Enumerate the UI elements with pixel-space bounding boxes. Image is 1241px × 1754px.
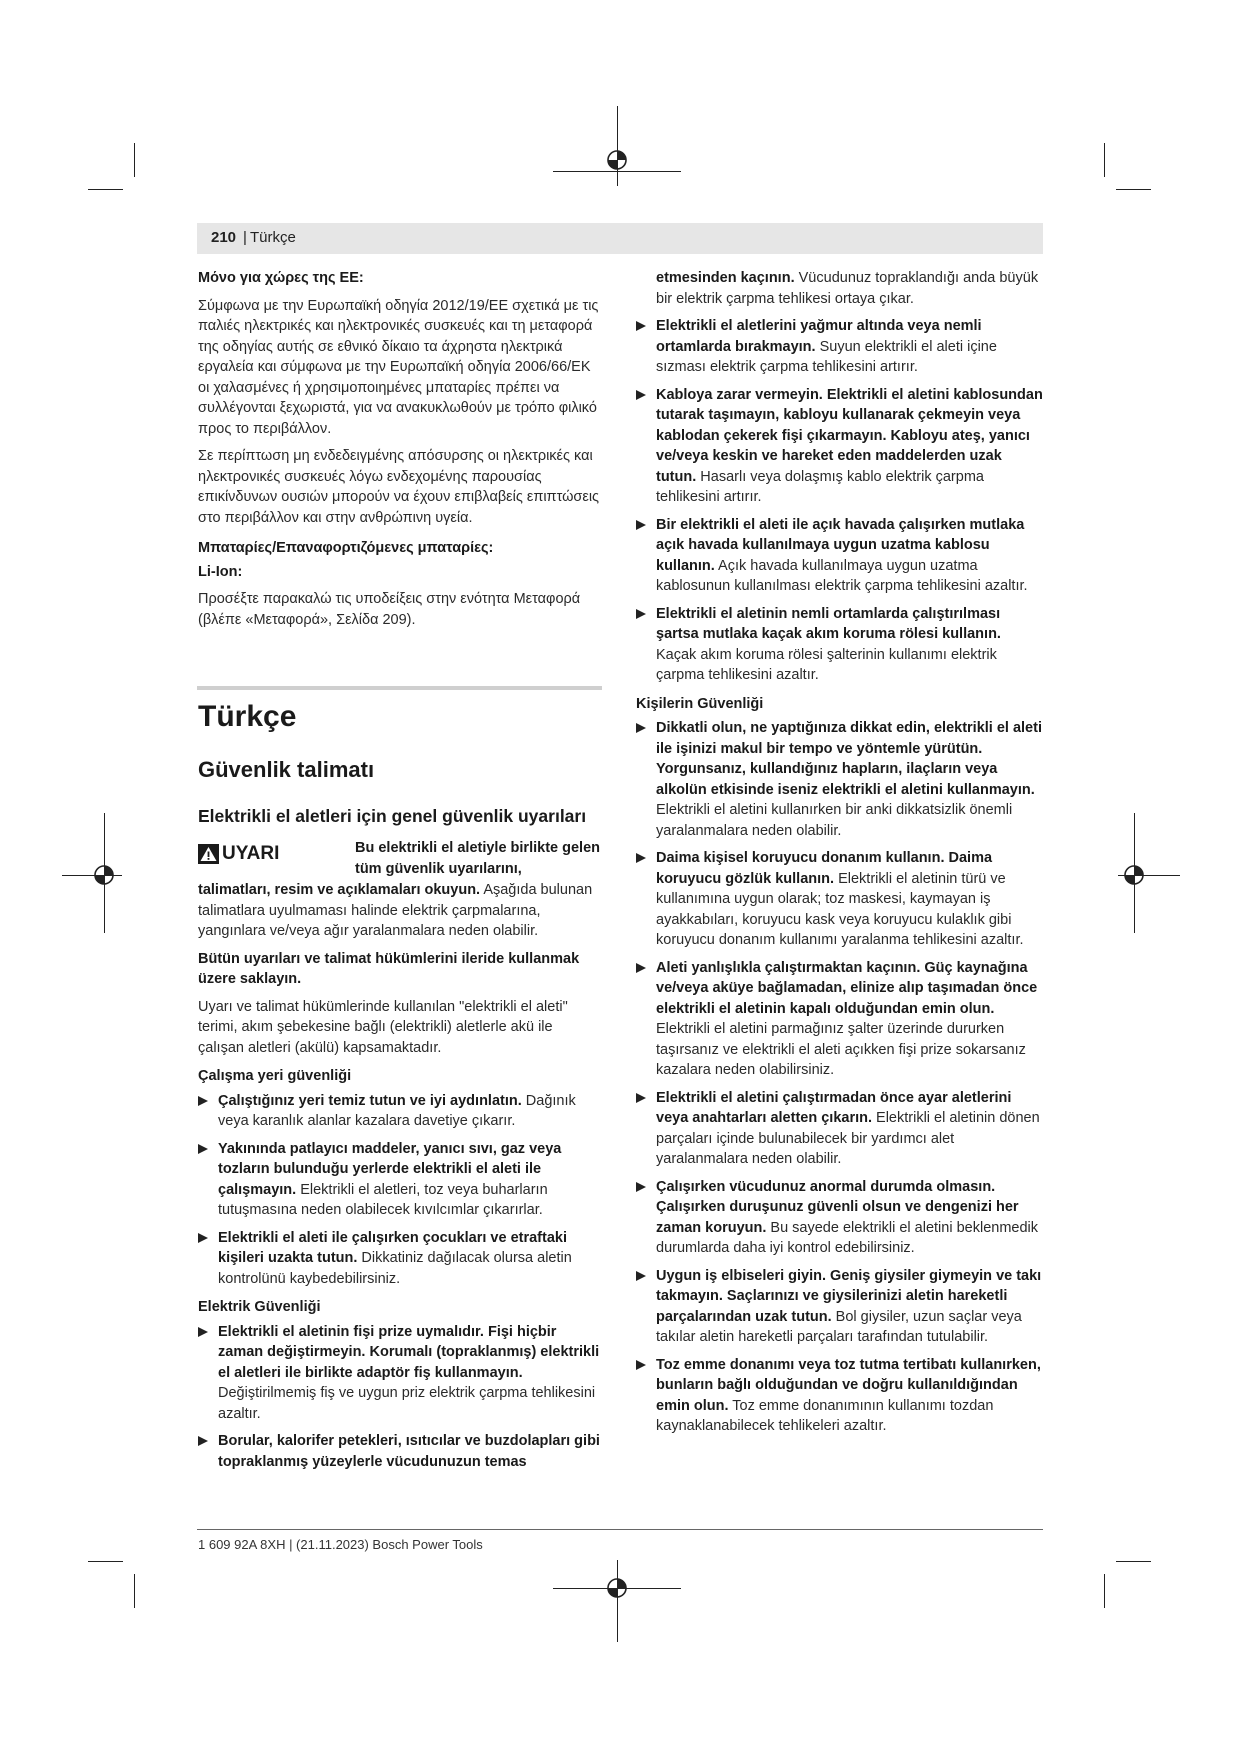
workplace-list [198, 1091, 600, 1290]
electrical-list-continued [636, 316, 1044, 686]
list-item: Elektrikli el aletinin fişi prize uymalıdır. Fişi hiçbir zaman değiştirmeyin. Korumalı (topraklanmış) elektrikli el aletleri ile birlikte adaptör fiş kullanmayın. Değiştirilmemiş fiş ve uygun priz elektrik çarpma tehlikesini azaltır. [198, 1322, 600, 1425]
left-turkish-body [198, 880, 600, 1479]
bullet-arrow-icon [198, 1096, 208, 1106]
bullet-arrow-icon [636, 723, 646, 733]
warning-label [198, 843, 279, 865]
greek-paragraph-1: Σύμφωνα με την Ευρωπαϊκή οδηγία 2012/19/ΕΕ σχετικά με τις παλιές ηλεκτρικές και ηλεκτρονικές συσκευές και τη μεταφορά της οδηγίας αυτής σε εθνικό δίκαιο τα άχρηστα ηλεκτρικά εργαλεία και σύμφωνα με την Ευρωπαϊκή οδηγία 2006/66/ΕΚ οι χαλασμένες ή χρησιμοποιημένες μπαταρίες πρέπει να συλλέγονται ξεχωριστά, για να ανακυκλωθούν με τρόπο φιλικό προς το περιβάλλον. [198, 297, 599, 437]
list-item: Elektrikli el aletini çalıştırmadan önce ayar aletlerini veya anahtarları aletten çıkarın. Elektrikli el aletinin dönen parçaları içinde bulunabilecek bir yardımcı alet yaralanmalara neden olabilir. [636, 1088, 1044, 1170]
crop-mark [1104, 143, 1105, 177]
header-separator: | [243, 229, 247, 246]
registration-line [617, 1560, 618, 1642]
personal-safety-list [636, 718, 1044, 1437]
greek-heading: Μόνο για χώρες της ΕΕ: [198, 270, 364, 286]
list-item: Aleti yanlışlıkla çalıştırmaktan kaçının. Güç kaynağına ve/veya aküye bağlamadan, elinize alıp taşımadan önce elektrikli el aletinin kapalı olduğundan emin olun. Elektrikli el aletini parmağınız şalter üzerinde dururken taşırsanız ve elektrikli el aleti açıkken fişi prize sokarsanız kazalara neden olabilirsiniz. [636, 958, 1044, 1081]
crop-mark [1104, 1574, 1105, 1608]
keep-instructions: Bütün uyarıları ve talimat hükümlerini ileride kullanmak üzere saklayın. [198, 950, 580, 987]
warning-intro: Bu elektrikli el aletiyle birlikte gelen tüm güvenlik uyarılarını, [355, 840, 600, 877]
header-language: Türkçe [250, 229, 296, 246]
crop-mark [88, 1561, 123, 1562]
page-number: 210 [211, 229, 237, 246]
electrical-continuation: etmesinden kaçının. Vücudunuz topraklandığı anda büyük bir elektrik çarpma tehlikesi ortaya çıkar. [656, 270, 1039, 307]
liion-heading: Li-Ion: [198, 563, 243, 580]
bullet-arrow-icon [636, 321, 646, 331]
bullet-arrow-icon [636, 1271, 646, 1281]
bullet-arrow-icon [198, 1436, 208, 1446]
list-item: Çalışırken vücudunuz anormal durumda olmasın. Çalışırken duruşunuz güvenli olsun ve dengenizi her zaman koruyun. Bu sayede elektrikli el aletini beklenmedik durumlarda daha iyi kontrol edebilirsiniz. [636, 1177, 1044, 1259]
term-definition: Uyarı ve talimat hükümlerinde kullanılan "elektrikli el aleti" terimi, akım şebekesine bağlı (elektrikli) aletlerle akü ile çalışan aletleri (akülü) kapsamaktadır. [198, 998, 568, 1056]
electrical-list [198, 1322, 600, 1473]
list-item: Elektrikli el aletlerini yağmur altında veya nemli ortamlarda bırakmayın. Suyun elektrikli el aleti içine sızması elektrik çarpma tehlikesini artırır. [636, 316, 1044, 378]
page-header [197, 223, 1043, 254]
bullet-arrow-icon [636, 1093, 646, 1103]
registration-line [617, 106, 618, 186]
bullet-arrow-icon [636, 520, 646, 530]
bullet-arrow-icon [198, 1233, 208, 1243]
general-warnings-title: Elektrikli el aletleri için genel güvenlik uyarıları [198, 806, 587, 826]
footer-rule [197, 1529, 1043, 1530]
bullet-arrow-icon [636, 609, 646, 619]
electrical-heading: Elektrik Güvenliği [198, 1299, 321, 1315]
personal-safety-heading: Kişilerin Güvenliği [636, 695, 764, 712]
page-footer: 1 609 92A 8XH | (21.11.2023) Bosch Power Tools [198, 1537, 483, 1552]
list-item: Yakınında patlayıcı maddeler, yanıcı sıvı, gaz veya tozların bulunduğu yerlerde elektrikli el aleti ile çalışmayın. Elektrikli el aletleri, toz veya buharların tutuşmasına neden olabilecek kıvılcımlar çıkarırlar. [198, 1139, 600, 1221]
liion-text: Προσέξτε παρακαλώ τις υποδείξεις στην ενότητα Μεταφορά (βλέπε «Μεταφορά», Σελίδα 209). [198, 591, 581, 628]
warning-continuation: talimatları, resim ve açıklamaları okuyun. Aşağıda bulunan talimatlara uyulmaması halinde elektrik çarpmalarına, yangınlara ve/veya ağır yaralanmalara neden olabilir. [198, 882, 593, 939]
bullet-arrow-icon [198, 1144, 208, 1154]
bullet-arrow-icon [636, 1182, 646, 1192]
greek-section [198, 268, 600, 637]
registration-target-icon [1122, 863, 1146, 887]
crop-mark [134, 1574, 135, 1608]
workplace-heading: Çalışma yeri güvenliği [198, 1068, 352, 1084]
registration-target-icon [605, 148, 629, 172]
list-item: Bir elektrikli el aleti ile açık havada çalışırken mutlaka açık havada kullanılmaya uygun uzatma kablosu kullanın. Açık havada kullanılmaya uygun uzatma kablosunun kullanılması elektrik çarpma tehlikesini azaltır. [636, 515, 1044, 597]
list-item: Elektrikli el aletinin nemli ortamlarda çalıştırılması şartsa mutlaka kaçak akım koruma rölesi kullanın. Kaçak akım koruma rölesi şalterinin kullanımı elektrik çarpma tehlikesini azaltır. [636, 604, 1044, 686]
list-item: Daima kişisel koruyucu donanım kullanın. Daima koruyucu gözlük kullanın. Elektrikli el aletinin türü ve kullanımına uygun olarak; toz maskesi, kaymayan iş ayakkabıları, koruyucu kask veya koruyucu kulaklık gibi koruyucu donanım kullanımı yaralanma tehlikesini azaltır. [636, 848, 1044, 951]
greek-paragraph-2: Σε περίπτωση μη ενδεδειγμένης απόσυρσης οι ηλεκτρικές και ηλεκτρονικές συσκευές λόγω ενδεχομένης παρουσίας επικίνδυνων ουσιών μπορούν να έχουν επιβλαβείς επιπτώσεις στο περιβάλλον και στην ανθρώπινη υγεία. [198, 448, 600, 526]
crop-mark [134, 143, 135, 177]
list-item: Dikkatli olun, ne yaptığınıza dikkat edin, elektrikli el aleti ile işinizi makul bir tempo ve yöntemle yürütün. Yorgunsanız, kullandığınız hapların, ilaçların veya alkolün etkisinde iseniz elektrikli el aletini kullanmayın. Elektrikli el aletini kullanırken bir anki dikkatsizlik önemli yaralanmalara neden olabilir. [636, 718, 1044, 841]
right-column [636, 268, 1044, 1444]
list-item: Çalıştığınız yeri temiz tutun ve iyi aydınlatın. Dağınık veya karanlık alanlar kazalara davetiye çıkarır. [198, 1091, 600, 1132]
section-divider [197, 686, 602, 690]
list-item: Borular, kalorifer petekleri, ısıtıcılar ve buzdolapları gibi topraklanmış yüzeylerle vücudunuzun temas [198, 1431, 600, 1472]
bullet-arrow-icon [198, 1327, 208, 1337]
crop-mark [88, 189, 123, 190]
list-item: Kabloya zarar vermeyin. Elektrikli el aletini kablosundan tutarak taşımayın, kabloyu kullanarak çekmeyin veya kablodan çekerek fişi çıkarmayın. Kabloyu ateş, yanıcı ve/veya keskin ve hareket eden maddelerden uzak tutun. Hasarlı veya dolaşmış kablo elektrik çarpma tehlikesini artırır. [636, 385, 1044, 508]
registration-target-icon [92, 863, 116, 887]
batteries-heading: Μπαταρίες/Επαναφορτιζόμενες μπαταρίες: [198, 540, 494, 556]
crop-mark [1116, 1561, 1151, 1562]
list-item: Toz emme donanımı veya toz tutma tertibatı kullanırken, bunların bağlı olduğundan ve doğru kullanıldığından emin olun. Toz emme donanımının kullanımı tozdan kaynaklanabilecek tehlikeleri azaltır. [636, 1355, 1044, 1437]
list-item: Elektrikli el aleti ile çalışırken çocukları ve etraftaki kişileri uzakta tutun. Dikkatiniz dağılacak olursa aletin kontrolünü kaybedebilirsiniz. [198, 1228, 600, 1290]
list-item: Uygun iş elbiseleri giyin. Geniş giysiler giymeyin ve takı takmayın. Saçlarınızı ve giysilerinizi aletin hareketli parçalarından uzak tutun. Bol giysiler, uzun saçlar veya takılar aletin hareketli parçaları tarafından tutulabilir. [636, 1266, 1044, 1348]
warning-triangle-icon [198, 844, 219, 864]
bullet-arrow-icon [636, 963, 646, 973]
safety-title: Güvenlik talimatı [198, 757, 375, 782]
bullet-arrow-icon [636, 1360, 646, 1370]
crop-mark [1116, 189, 1151, 190]
registration-target-icon [605, 1576, 629, 1600]
bullet-arrow-icon [636, 853, 646, 863]
warning-label-text: UYARI [222, 843, 280, 864]
bullet-arrow-icon [636, 390, 646, 400]
section-title: Türkçe [198, 700, 297, 733]
